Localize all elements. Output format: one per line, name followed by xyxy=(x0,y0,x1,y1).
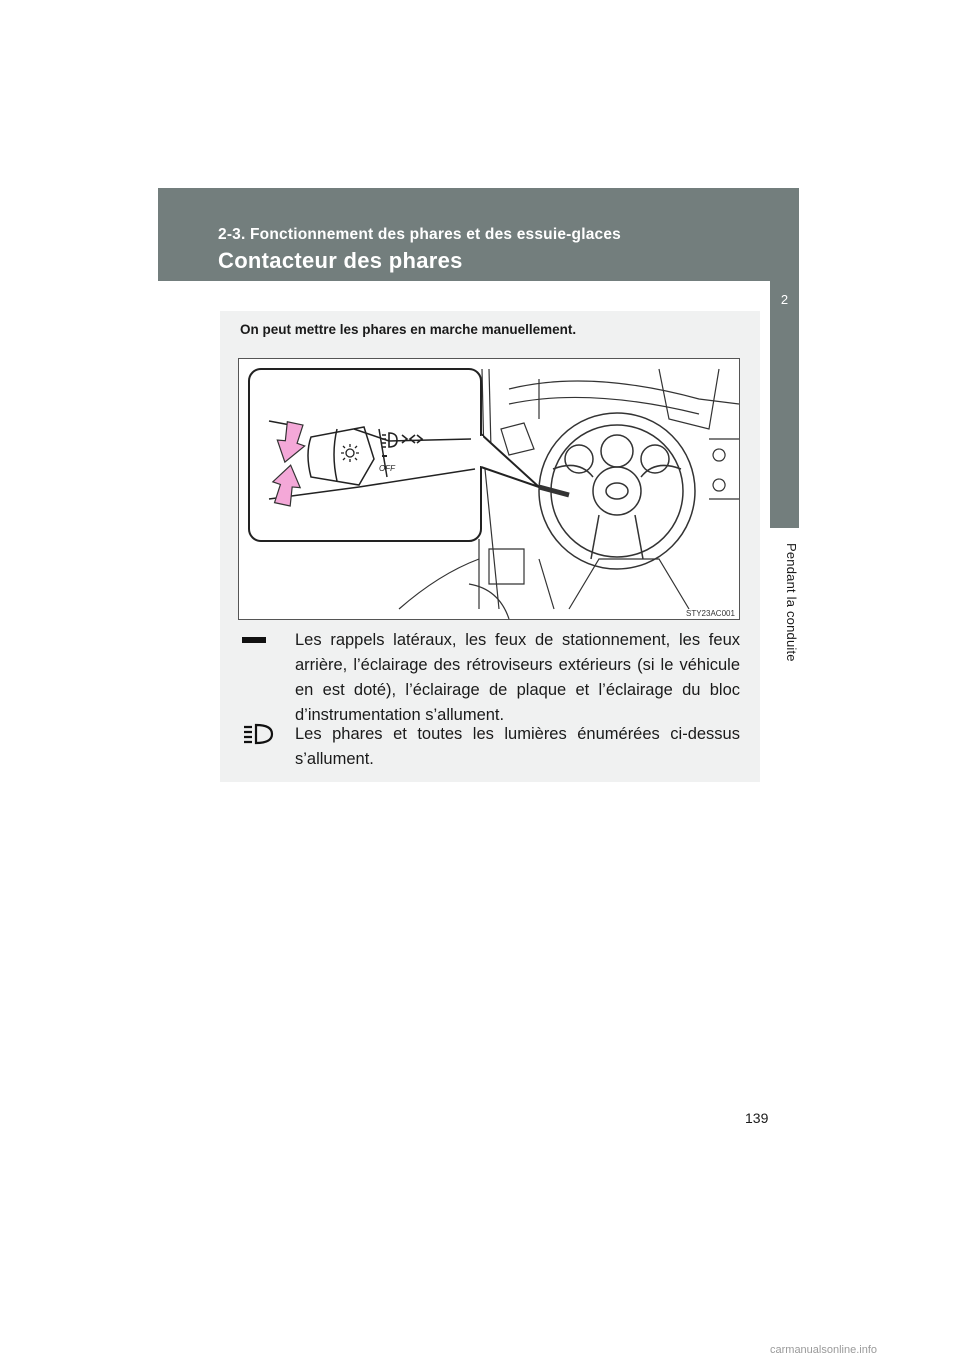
dashboard-drawing xyxy=(239,359,739,619)
page-title: Contacteur des phares xyxy=(218,248,463,273)
list-item xyxy=(240,722,740,782)
headlight-icon xyxy=(240,722,284,746)
list-item xyxy=(240,628,740,728)
intro-text: On peut mettre les phares en marche manuellement. xyxy=(240,322,577,337)
chapter-number: 2 xyxy=(780,292,789,307)
section-label: 2-3. Fonctionnement des phares et des essuie-glaces xyxy=(218,226,621,243)
parking-lights-symbol xyxy=(240,628,284,652)
item-text: Les rappels latéraux, les feux de stationnement, les feux arrière, l’éclairage des rétroviseurs extérieurs (si le véhicule en est doté), l’éclairage de plaque et l’éclairage du bloc d’instrumentation s’allument. xyxy=(295,631,740,724)
chapter-label: Pendant la conduite xyxy=(784,543,799,662)
figure-code: STY23AC001 xyxy=(686,609,735,618)
off-label: OFF xyxy=(379,464,395,473)
item-text: Les phares et toutes les lumières énumérées ci-dessus s’allument. xyxy=(295,725,740,768)
watermark: carmanualsonline.info xyxy=(770,1344,878,1356)
headlight-switch-illustration xyxy=(238,358,740,620)
page-number: 139 xyxy=(745,1110,769,1126)
